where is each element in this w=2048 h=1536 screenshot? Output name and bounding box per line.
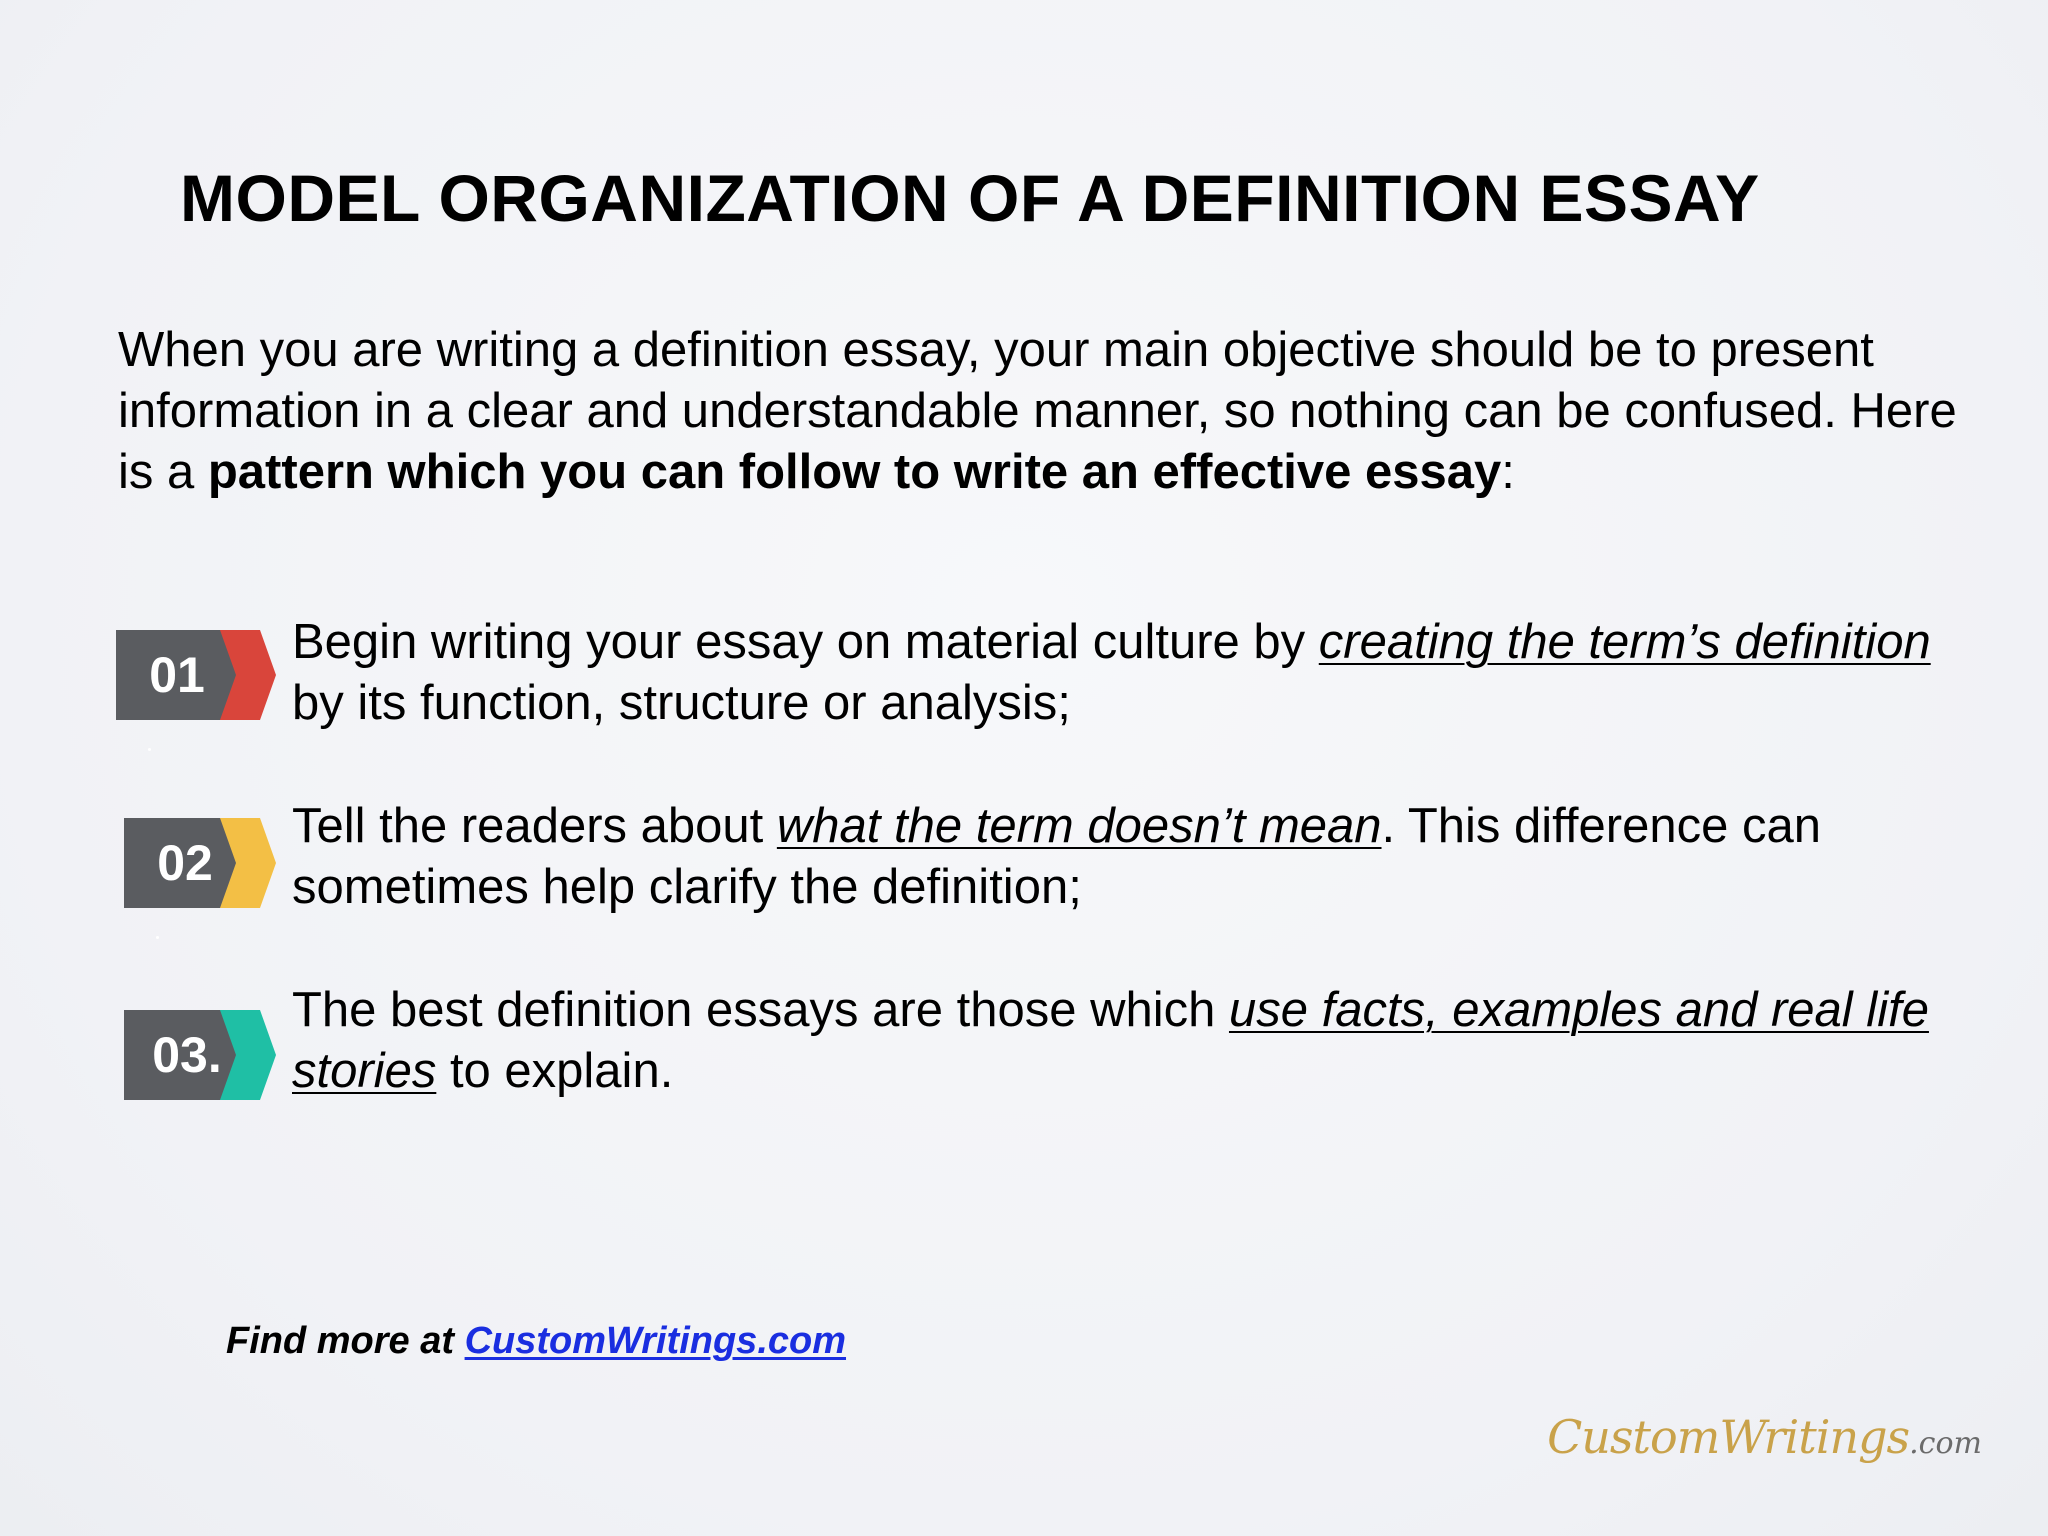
customwritings-link[interactable]: CustomWritings.com [464,1320,847,1362]
intro-colon: : [1501,445,1515,499]
step-2-after: . This difference can sometimes help clarify the definition; [292,799,1821,914]
step-number-3: 03. [152,1027,222,1083]
step-1-after: by its function, structure or analysis; [292,676,1071,730]
step-2-emphasis: what the term doesn’t mean [776,799,1382,853]
intro-text: When you are writing a definition essay, your main objective should be to present information in a clear and understandable manner, so nothing can be confused. Here is a [118,323,1957,499]
step-3-after: to explain. [436,1044,674,1098]
step-2-before: Tell the readers about [292,799,777,853]
brand-script: CustomWritings [1547,1410,1910,1464]
step-text-2 [292,796,1982,918]
badge-dot [148,748,151,751]
step-1-before: Begin writing your essay on material culture by [292,615,1319,669]
footer-note [226,1320,846,1363]
step-1-emphasis: creating the term’s definition [1318,615,1931,669]
step-badge-2 [124,818,284,908]
step-number-2: 02 [157,835,213,891]
step-3-before: The best definition essays are those which [292,983,1229,1037]
step-text-3 [292,980,1982,1102]
badge-dot [156,936,159,939]
intro-bold-text: pattern which you can follow to write an effective essay [207,445,1502,499]
footer-prefix: Find more at [226,1320,465,1362]
brand-tld: .com [1909,1426,1982,1461]
step-number-1: 01 [149,647,205,703]
intro-paragraph [118,320,1998,503]
brand-logo [1547,1410,1982,1464]
step-3-emphasis: use facts, examples and real life stories [292,983,1929,1098]
step-text-1 [292,612,1982,734]
step-badge-3 [124,1010,284,1100]
step-badge-1 [116,630,276,720]
page-title: MODEL ORGANIZATION OF A DEFINITION ESSAY [180,161,1760,235]
